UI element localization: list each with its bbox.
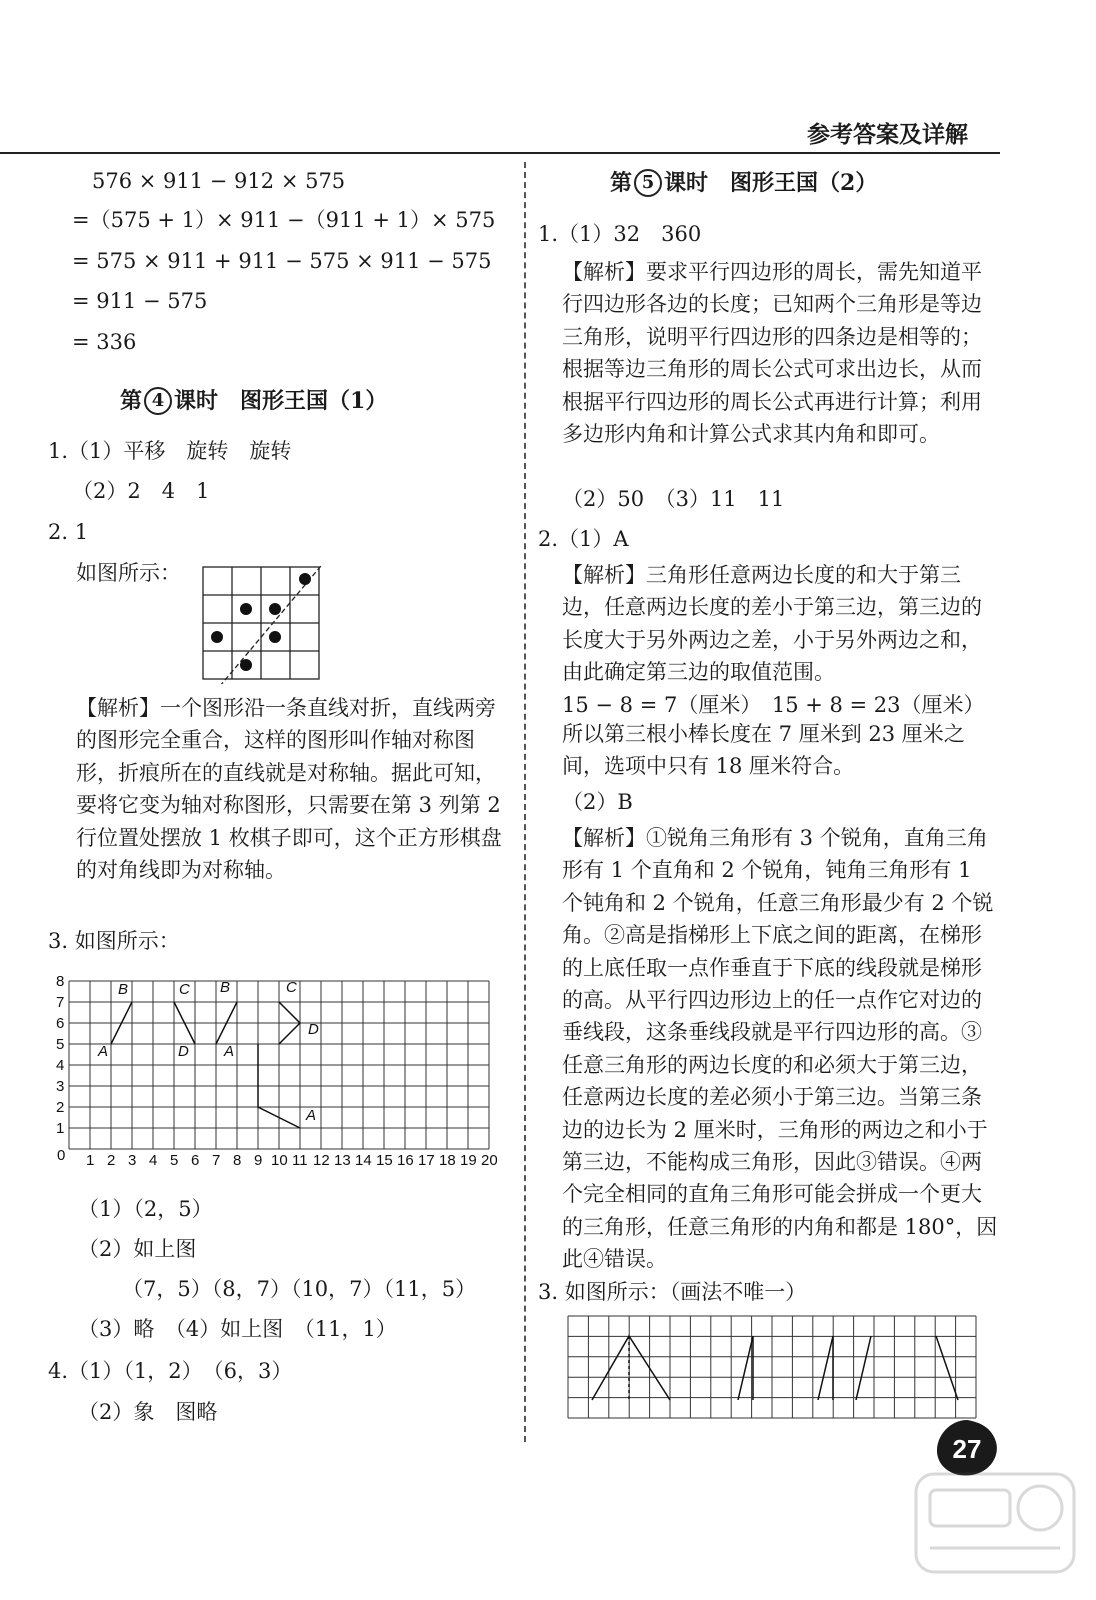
- lesson4-number: 4: [144, 387, 172, 415]
- watermark-logo: [910, 1468, 1080, 1578]
- x-tick: 20: [481, 1152, 498, 1169]
- chessboard-figure: [200, 564, 340, 684]
- r-q2-conclusion: 所以第三根小棒长度在 7 厘米到 23 厘米之间，选项中只有 18 厘米符合。: [562, 722, 965, 779]
- l-q2-answer: 2. 1: [48, 520, 89, 544]
- x-tick: 11: [292, 1152, 308, 1169]
- x-tick: 17: [418, 1152, 435, 1169]
- height-drawing-figure: [566, 1314, 978, 1422]
- x-tick: 12: [313, 1152, 330, 1169]
- y-tick: 5: [56, 1036, 65, 1053]
- r-q2-analysis1: 【解析】三角形任意两边长度的和大于第三边，任意两边长度的差小于第三边，第三边的长度大于另外两边之差，小于另外两边之和，由此确定第三边的取值范围。: [562, 563, 982, 685]
- lesson5-post: 课时 图形王国（2）: [664, 170, 878, 196]
- r-q2-answer1: 2.（1）A: [538, 527, 629, 551]
- calc-line-4: = 911 − 575: [72, 289, 208, 313]
- r-q1-analysis: 【解析】要求平行四边形的周长，需先知道平行四边形各边的长度；已知两个三角形是等边三角形，说明平行四边形的四条边是相等的；根据等边三角形的周长公式可求出边长，从而根据平行四边形的周长公式再进行计算；利用多边形内角和计算公式求其内角和即可。: [562, 260, 982, 447]
- l-q3-a1: （1）（2，5）: [78, 1197, 213, 1221]
- y-tick: 2: [56, 1099, 65, 1116]
- point-label: A: [98, 1043, 109, 1060]
- r-q3-title: 3. 如图所示：（画法不唯一）: [538, 1280, 807, 1304]
- calc-line-2: =（575 + 1）× 911 −（911 + 1）× 575: [72, 208, 496, 232]
- x-tick: 8: [233, 1152, 242, 1169]
- point-labels: [97, 979, 319, 1124]
- coordinate-grid-lines: [69, 981, 489, 1149]
- point-label: D: [178, 1043, 189, 1060]
- l-q2-analysis: 【解析】一个图形沿一条直线对折，直线两旁的图形完全重合，这样的图形叫作轴对称图形，折痕所在的直线就是对称轴。据此可知，要将它变为轴对称图形，只需要在第 3 列第 2 行位置处摆放 1 枚棋子即可，这个正方形棋盘的对角线即为对称轴。: [76, 696, 502, 883]
- x-tick: 10: [271, 1152, 288, 1169]
- x-tick: 9: [254, 1152, 263, 1169]
- lesson5-pre: 第: [610, 170, 633, 196]
- y-tick: 7: [56, 994, 65, 1011]
- lesson5-number: 5: [634, 169, 662, 197]
- triangle-shape: [592, 1336, 670, 1400]
- slanted-side: [936, 1336, 958, 1400]
- point-label: C: [179, 981, 190, 998]
- point-label: B: [220, 979, 231, 996]
- l-q1-line2: （2）2 4 1: [72, 479, 210, 503]
- chess-piece: [269, 603, 281, 615]
- l-q3-title: 3. 如图所示：: [48, 929, 180, 953]
- l-q3-a3: （7，5）（8，7）（10，7）（11，5）: [122, 1277, 477, 1301]
- calc-line-5: = 336: [72, 330, 137, 354]
- point-label: C: [286, 979, 297, 996]
- y-axis-ticks: [56, 973, 64, 1137]
- header-rule: [0, 152, 1000, 154]
- calc-line-1: 576 × 911 − 912 × 575: [92, 169, 346, 193]
- lesson4-title: [120, 384, 387, 415]
- x-tick: 2: [107, 1152, 116, 1169]
- column-divider: [524, 162, 526, 1442]
- chess-piece: [211, 631, 223, 643]
- x-tick: 5: [170, 1152, 179, 1169]
- y-tick: 8: [56, 973, 65, 990]
- lesson4-post: 课时 图形王国（1）: [174, 388, 388, 414]
- x-axis-ticks: [57, 1147, 498, 1169]
- l-q4-line1: 4.（1）（1，2） （6，3）: [48, 1359, 293, 1383]
- x-tick: 18: [439, 1152, 456, 1169]
- parallelogram-side: [738, 1336, 753, 1400]
- lesson5-title: [610, 166, 877, 197]
- r-q1-more: （2）50 （3）11 11: [562, 487, 785, 511]
- r-q2-answer2: （2）B: [562, 790, 633, 814]
- point-label: D: [308, 1021, 319, 1038]
- r-q2-analysis2: 【解析】①锐角三角形有 3 个锐角，直角三角形有 1 个直角和 2 个锐角，钝角三角形有 1 个钝角和 2 个锐角，任意三角形最少有 2 个锐角。②高是指梯形上下底之间的距离，在梯形的上底任取一点作垂直于下底的线段就是梯形的高。从平行四边形边上的任一点作它对边的垂线段，这条垂线段就是平行四边形的高。③任意三角形的两边长度的和必须大于第三边，任意两边长度的差必须小于第三边。当第三条边的边长为 2 厘米时，三角形的两边之和小于第三边，不能构成三角形，因此③错误。④两个完全相同的直角三角形可能会拼成一个更大的三角形，任意三角形的内角和都是 180°，因此④错误。: [562, 826, 998, 1272]
- x-tick: 0: [57, 1147, 66, 1164]
- r-q2-calc: 15 − 8 = 7（厘米） 15 + 8 = 23（厘米）: [562, 693, 985, 717]
- x-tick: 14: [355, 1152, 372, 1169]
- x-tick: 13: [334, 1152, 351, 1169]
- chess-piece: [269, 631, 281, 643]
- y-tick: 1: [56, 1120, 65, 1137]
- y-tick: 3: [56, 1078, 65, 1095]
- x-tick: 19: [460, 1152, 477, 1169]
- point-label: A: [224, 1043, 235, 1060]
- trapezoid-side-right: [856, 1336, 871, 1400]
- x-tick: 3: [128, 1152, 137, 1169]
- x-tick: 16: [397, 1152, 414, 1169]
- x-tick: 15: [376, 1152, 393, 1169]
- l-q2-caption: 如图所示：: [76, 561, 181, 585]
- l-q3-a4: （3）略 （4）如上图 （11，1）: [78, 1317, 397, 1341]
- trapezoid-side-left: [818, 1336, 833, 1400]
- page-header-title: 参考答案及详解: [807, 121, 968, 148]
- x-tick: 7: [212, 1152, 221, 1169]
- lesson4-pre: 第: [120, 388, 143, 414]
- x-tick: 1: [86, 1152, 95, 1169]
- l-q1-line1: 1.（1）平移 旋转 旋转: [48, 439, 292, 463]
- point-label: B: [118, 981, 129, 998]
- page-number: 27: [952, 1434, 982, 1464]
- coordinate-grid-figure: [48, 962, 518, 1172]
- drawn-shapes: [592, 1336, 958, 1400]
- l-q3-a2: （2）如上图: [78, 1237, 197, 1261]
- point-label: A: [306, 1107, 317, 1124]
- calc-line-3: = 575 × 911 + 911 − 575 × 911 − 575: [72, 249, 492, 273]
- chess-piece: [299, 573, 311, 585]
- y-tick: 6: [56, 1015, 65, 1032]
- l-q4-line2: （2）象 图略: [78, 1400, 218, 1424]
- chess-piece: [240, 603, 252, 615]
- x-tick: 6: [191, 1152, 200, 1169]
- r-q1-answer: 1.（1）32 360: [538, 222, 702, 246]
- x-tick: 4: [149, 1152, 158, 1169]
- y-tick: 4: [56, 1057, 65, 1074]
- chess-piece: [240, 659, 252, 671]
